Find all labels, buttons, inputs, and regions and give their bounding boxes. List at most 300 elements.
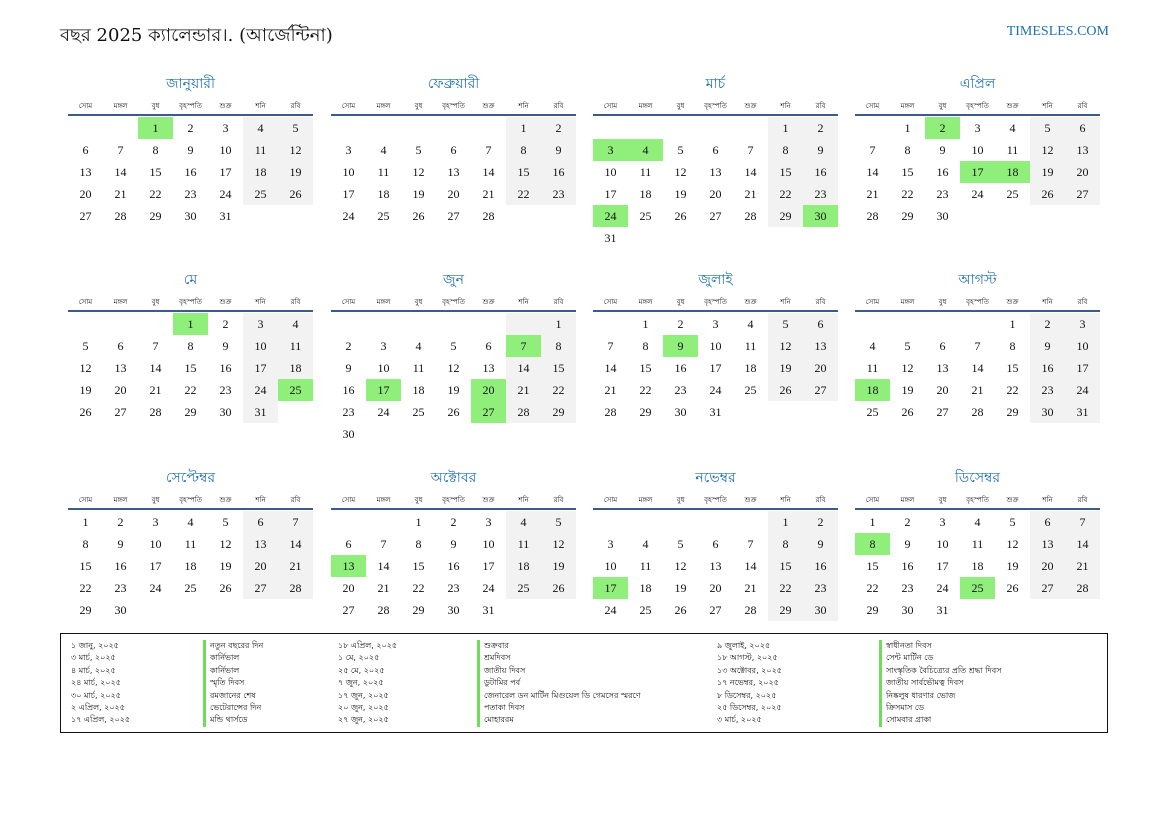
holiday-date: ৭ জুন, ২০২৫ [338, 678, 384, 688]
day-grid [855, 116, 1100, 227]
day-cell: 14 [866, 165, 879, 179]
day-cell: 13 [447, 165, 460, 179]
holiday-day-cell: 25 [278, 379, 313, 401]
weekday-label: শনি [518, 298, 529, 306]
day-cell: 18 [744, 361, 757, 375]
day-cell: 12 [1030, 139, 1065, 161]
holiday-day-cell: 17 [366, 379, 401, 401]
day-cell: 13 [936, 361, 949, 375]
holiday-name: ক্রিসমাস ডে [879, 702, 924, 714]
weekday-label: শুক্র [482, 102, 495, 110]
day-cell: 8 [904, 143, 911, 157]
weekday-label: বুধ [938, 102, 947, 110]
day-cell: 16 [803, 555, 838, 577]
day-cell: 15 [639, 361, 652, 375]
day-cell: 28 [1065, 577, 1100, 599]
weekday-label: রবি [290, 496, 301, 504]
month-calendar [331, 468, 576, 621]
day-cell: 29 [768, 205, 803, 227]
day-cell: 22 [184, 383, 197, 397]
empty-cell [436, 313, 471, 335]
day-cell: 26 [278, 183, 313, 205]
day-cell: 2 [803, 511, 838, 533]
month-calendar [593, 270, 838, 423]
weekday-label: বুধ [414, 102, 423, 110]
day-cell: 14 [744, 559, 757, 573]
weekday-label: সোম [603, 102, 618, 110]
day-cell: 28 [744, 603, 757, 617]
day-cell: 14 [506, 357, 541, 379]
day-cell: 14 [604, 361, 617, 375]
day-cell: 10 [149, 537, 162, 551]
day-cell: 30 [219, 405, 232, 419]
empty-cell [103, 313, 138, 335]
day-cell: 17 [243, 357, 278, 379]
weekday-label: শনি [780, 496, 791, 504]
day-cell: 19 [1006, 559, 1019, 573]
day-cell: 29 [184, 405, 197, 419]
day-cell: 22 [768, 183, 803, 205]
day-cell: 21 [482, 187, 495, 201]
day-cell: 2 [904, 515, 911, 529]
day-cell: 22 [768, 577, 803, 599]
weekday-label: মঙ্গল [900, 496, 915, 504]
day-cell: 21 [377, 581, 390, 595]
empty-cell [593, 511, 628, 533]
day-cell: 14 [377, 559, 390, 573]
day-cell: 25 [866, 405, 879, 419]
day-cell: 27 [709, 209, 722, 223]
holiday-name: কার্নিভাল [203, 652, 239, 664]
day-cell: 31 [243, 401, 278, 423]
day-cell: 27 [1065, 183, 1100, 205]
day-cell: 18 [639, 581, 652, 595]
day-cell: 14 [744, 165, 757, 179]
day-cell: 12 [1006, 537, 1019, 551]
holiday-name: ভেটেরান্সের দিন [203, 702, 261, 714]
day-cell: 28 [377, 603, 390, 617]
day-grid [331, 312, 576, 445]
weekday-label: রবি [290, 102, 301, 110]
day-cell: 5 [222, 515, 229, 529]
day-cell: 24 [377, 405, 390, 419]
day-cell: 4 [974, 515, 981, 529]
holiday-name: নিষ্কলুষ ধারণার ভোজ [879, 690, 955, 702]
day-cell: 3 [607, 537, 614, 551]
day-cell: 26 [901, 405, 914, 419]
weekday-header [68, 294, 313, 312]
month-name: আগস্ট [958, 272, 997, 288]
holiday-date: ১৭ জুন, ২০২৫ [338, 690, 389, 700]
day-cell: 23 [541, 183, 576, 205]
day-cell: 22 [79, 581, 92, 595]
weekday-label: শনি [518, 102, 529, 110]
day-cell: 27 [447, 209, 460, 223]
day-cell: 13 [482, 361, 495, 375]
day-cell: 6 [712, 143, 719, 157]
day-cell: 25 [412, 405, 425, 419]
day-cell: 4 [243, 117, 278, 139]
month-name: অক্টোবর [430, 470, 477, 486]
weekday-label: শনি [255, 298, 266, 306]
month-name: মে [183, 272, 198, 288]
day-grid [68, 312, 313, 423]
holiday-date: ৩০ মার্চ, ২০২৫ [71, 690, 121, 700]
holiday-name: পতাকা দিবস [477, 702, 524, 714]
day-cell: 7 [117, 143, 124, 157]
day-cell: 22 [901, 187, 914, 201]
site-link[interactable]: TIMESLES.COM [1006, 24, 1109, 39]
day-cell: 1 [82, 515, 89, 529]
holiday-name: নতুন বছরের দিন [203, 640, 263, 652]
holiday-day-cell: 17 [593, 577, 628, 599]
holiday-name: স্মৃতি দিবস [203, 677, 244, 689]
day-cell: 5 [82, 339, 89, 353]
day-cell: 25 [506, 577, 541, 599]
day-cell: 7 [607, 339, 614, 353]
weekday-label: বুধ [676, 102, 685, 110]
day-cell: 3 [345, 143, 352, 157]
holiday-day-cell: 8 [855, 533, 890, 555]
day-cell: 21 [971, 383, 984, 397]
holiday-date: ২ এপ্রিল, ২০২৫ [71, 703, 125, 712]
day-cell: 31 [482, 603, 495, 617]
holiday-day-cell: 1 [138, 117, 173, 139]
day-cell: 24 [482, 581, 495, 595]
day-cell: 10 [243, 335, 278, 357]
day-cell: 25 [377, 209, 390, 223]
day-cell: 17 [342, 187, 355, 201]
day-cell: 23 [114, 581, 127, 595]
day-cell: 11 [1006, 143, 1019, 157]
day-cell: 17 [482, 559, 495, 573]
day-cell: 29 [541, 401, 576, 423]
weekday-label: সোম [78, 298, 93, 306]
weekday-label: বৃহস্পতি [704, 496, 727, 504]
day-cell: 6 [1065, 117, 1100, 139]
holiday-name: শুক্রবার [477, 640, 509, 652]
holiday-day-cell: 13 [331, 555, 366, 577]
day-cell: 25 [744, 383, 757, 397]
day-cell: 15 [866, 559, 879, 573]
day-cell: 1 [642, 317, 649, 331]
day-cell: 18 [506, 555, 541, 577]
day-cell: 23 [447, 581, 460, 595]
day-cell: 28 [278, 577, 313, 599]
holiday-name: সাংস্কৃতিক বৈচিত্র্যের প্রতি শ্রদ্ধা দিবস [879, 665, 1001, 677]
month-name: ডিসেম্বর [954, 470, 1001, 486]
empty-cell [628, 511, 663, 533]
day-cell: 26 [674, 209, 687, 223]
day-cell: 10 [936, 537, 949, 551]
day-cell: 16 [936, 165, 949, 179]
day-cell: 28 [971, 405, 984, 419]
day-cell: 22 [541, 379, 576, 401]
weekday-header [68, 98, 313, 116]
day-cell: 23 [936, 187, 949, 201]
weekday-label: সোম [603, 298, 618, 306]
day-cell: 27 [342, 603, 355, 617]
day-cell: 13 [243, 533, 278, 555]
day-cell: 3 [939, 515, 946, 529]
day-cell: 18 [243, 161, 278, 183]
empty-cell [628, 117, 663, 139]
day-cell: 5 [541, 511, 576, 533]
day-cell: 9 [541, 139, 576, 161]
day-cell: 23 [674, 383, 687, 397]
day-cell: 20 [79, 187, 92, 201]
day-cell: 10 [377, 361, 390, 375]
day-cell: 25 [639, 209, 652, 223]
weekday-header [331, 98, 576, 116]
weekday-label: মঙ্গল [376, 298, 391, 306]
empty-cell [68, 117, 103, 139]
day-cell: 6 [712, 537, 719, 551]
day-grid [855, 510, 1100, 621]
holiday-name: সেন্ট মার্টিন ডে [879, 652, 933, 664]
day-cell: 21 [149, 383, 162, 397]
day-cell: 7 [747, 537, 754, 551]
day-cell: 17 [219, 165, 232, 179]
holiday-day-cell: 9 [663, 335, 698, 357]
day-cell: 8 [768, 533, 803, 555]
weekday-label: মঙ্গল [376, 102, 391, 110]
day-cell: 28 [114, 209, 127, 223]
day-cell: 4 [1009, 121, 1016, 135]
day-grid [68, 116, 313, 227]
day-cell: 17 [936, 559, 949, 573]
day-cell: 22 [1006, 383, 1019, 397]
weekday-label: রবি [290, 298, 301, 306]
day-cell: 6 [1030, 511, 1065, 533]
weekday-label: সোম [865, 102, 880, 110]
day-cell: 20 [243, 555, 278, 577]
day-cell: 25 [243, 183, 278, 205]
weekday-label: বৃহস্পতি [179, 298, 202, 306]
weekday-header [855, 492, 1100, 510]
day-cell: 21 [744, 581, 757, 595]
day-cell: 1 [904, 121, 911, 135]
day-cell: 19 [1030, 161, 1065, 183]
empty-cell [436, 117, 471, 139]
holiday-name: কার্নিভাল [203, 665, 239, 677]
day-cell: 4 [506, 511, 541, 533]
day-cell: 22 [639, 383, 652, 397]
day-cell: 26 [674, 603, 687, 617]
day-cell: 23 [901, 581, 914, 595]
weekday-label: শুক্র [482, 298, 495, 306]
day-cell: 19 [278, 161, 313, 183]
empty-cell [890, 313, 925, 335]
day-cell: 26 [541, 577, 576, 599]
weekday-label: বৃহস্পতি [966, 102, 989, 110]
day-cell: 5 [677, 143, 684, 157]
day-cell: 30 [447, 603, 460, 617]
day-cell: 15 [79, 559, 92, 573]
holiday-day-cell: 1 [173, 313, 208, 335]
weekday-label: বুধ [938, 298, 947, 306]
holiday-date: ২০ জুন, ২০২৫ [338, 703, 389, 712]
day-cell: 7 [278, 511, 313, 533]
day-cell: 29 [79, 603, 92, 617]
day-cell: 7 [869, 143, 876, 157]
weekday-label: শুক্র [744, 496, 757, 504]
day-cell: 10 [604, 165, 617, 179]
holiday-date: ২৪ মার্চ, ২০২৫ [71, 678, 121, 688]
day-cell: 30 [803, 599, 838, 621]
day-cell: 19 [219, 559, 232, 573]
empty-cell [925, 313, 960, 335]
day-cell: 18 [639, 187, 652, 201]
day-grid [593, 116, 838, 249]
day-cell: 25 [184, 581, 197, 595]
day-cell: 17 [709, 361, 722, 375]
empty-cell [593, 117, 628, 139]
weekday-label: শুক্র [744, 298, 757, 306]
day-cell: 23 [219, 383, 232, 397]
day-cell: 30 [674, 405, 687, 419]
day-cell: 14 [278, 533, 313, 555]
weekday-label: শনি [780, 102, 791, 110]
holiday-name: সোমবার গ্রাকা [879, 714, 931, 726]
day-cell: 2 [450, 515, 457, 529]
empty-cell [506, 313, 541, 335]
day-cell: 29 [866, 603, 879, 617]
holiday-day-cell: 4 [628, 139, 663, 161]
day-cell: 12 [79, 361, 92, 375]
weekday-label: শুক্র [219, 496, 232, 504]
weekday-label: রবি [553, 102, 564, 110]
day-cell: 28 [482, 209, 495, 223]
day-cell: 9 [450, 537, 457, 551]
day-cell: 15 [412, 559, 425, 573]
weekday-label: বুধ [151, 496, 160, 504]
day-cell: 11 [412, 361, 425, 375]
month-calendar [593, 74, 838, 249]
day-cell: 16 [674, 361, 687, 375]
weekday-label: বৃহস্পতি [704, 102, 727, 110]
day-cell: 23 [803, 183, 838, 205]
day-cell: 15 [149, 165, 162, 179]
day-cell: 27 [936, 405, 949, 419]
holiday-date: ২৫ মে, ২০২৫ [338, 665, 385, 675]
weekday-label: শনি [255, 102, 266, 110]
day-cell: 15 [184, 361, 197, 375]
day-cell: 7 [974, 339, 981, 353]
weekday-label: সোম [341, 496, 356, 504]
day-cell: 19 [901, 383, 914, 397]
weekday-label: শুক্র [1006, 298, 1019, 306]
weekday-header [593, 492, 838, 510]
day-cell: 24 [709, 383, 722, 397]
day-cell: 30 [901, 603, 914, 617]
day-cell: 20 [1065, 161, 1100, 183]
empty-cell [698, 511, 733, 533]
day-cell: 18 [278, 357, 313, 379]
day-cell: 13 [1030, 533, 1065, 555]
weekday-label: সোম [78, 102, 93, 110]
day-cell: 17 [149, 559, 162, 573]
day-cell: 21 [604, 383, 617, 397]
day-cell: 13 [709, 165, 722, 179]
day-cell: 24 [971, 187, 984, 201]
weekday-label: রবি [815, 102, 826, 110]
day-cell: 23 [1030, 379, 1065, 401]
day-cell: 16 [1030, 357, 1065, 379]
weekday-label: শনি [255, 496, 266, 504]
day-cell: 5 [768, 313, 803, 335]
day-cell: 31 [219, 209, 232, 223]
holiday-day-cell: 20 [471, 379, 506, 401]
holiday-day-cell: 2 [925, 117, 960, 139]
empty-cell [401, 117, 436, 139]
month-calendar [331, 270, 576, 445]
day-cell: 15 [768, 161, 803, 183]
day-cell: 6 [939, 339, 946, 353]
day-cell: 10 [709, 339, 722, 353]
day-cell: 27 [709, 603, 722, 617]
day-cell: 23 [803, 577, 838, 599]
day-cell: 18 [412, 383, 425, 397]
day-cell: 28 [866, 209, 879, 223]
day-cell: 8 [506, 139, 541, 161]
weekday-label: মঙ্গল [638, 102, 653, 110]
day-cell: 12 [674, 165, 687, 179]
empty-cell [138, 313, 173, 335]
day-cell: 9 [803, 533, 838, 555]
empty-cell [401, 313, 436, 335]
day-cell: 18 [377, 187, 390, 201]
holiday-date: ২৭ জুন, ২০২৫ [338, 715, 389, 725]
day-cell: 9 [117, 537, 124, 551]
day-cell: 21 [1065, 555, 1100, 577]
day-cell: 24 [936, 581, 949, 595]
weekday-label: রবি [553, 298, 564, 306]
day-cell: 2 [222, 317, 229, 331]
day-cell: 23 [184, 187, 197, 201]
day-cell: 21 [278, 555, 313, 577]
day-cell: 24 [342, 209, 355, 223]
day-cell: 20 [114, 383, 127, 397]
day-cell: 26 [412, 209, 425, 223]
holiday-name: জাতীয় সার্বভৌমত্ব দিবস [879, 677, 963, 689]
day-cell: 4 [278, 313, 313, 335]
day-cell: 28 [506, 401, 541, 423]
day-cell: 29 [149, 209, 162, 223]
day-cell: 20 [803, 357, 838, 379]
day-cell: 3 [1065, 313, 1100, 335]
holiday-name: জাতীয় দিবস [477, 665, 525, 677]
month-calendar [593, 468, 838, 621]
empty-cell [103, 117, 138, 139]
weekday-label: মঙ্গল [113, 496, 128, 504]
weekday-label: রবি [815, 496, 826, 504]
day-cell: 22 [506, 183, 541, 205]
day-cell: 14 [149, 361, 162, 375]
empty-cell [331, 511, 366, 533]
day-cell: 11 [243, 139, 278, 161]
day-cell: 11 [506, 533, 541, 555]
empty-cell [68, 313, 103, 335]
weekday-label: মঙ্গল [376, 496, 391, 504]
holiday-name: জেনারেল ডন মার্টিন মিগুয়েল ডি গেমসের স্মরণে [477, 690, 641, 702]
empty-cell [593, 313, 628, 335]
day-cell: 10 [604, 559, 617, 573]
empty-cell [855, 117, 890, 139]
day-cell: 31 [709, 405, 722, 419]
day-cell: 2 [541, 117, 576, 139]
day-cell: 1 [768, 511, 803, 533]
